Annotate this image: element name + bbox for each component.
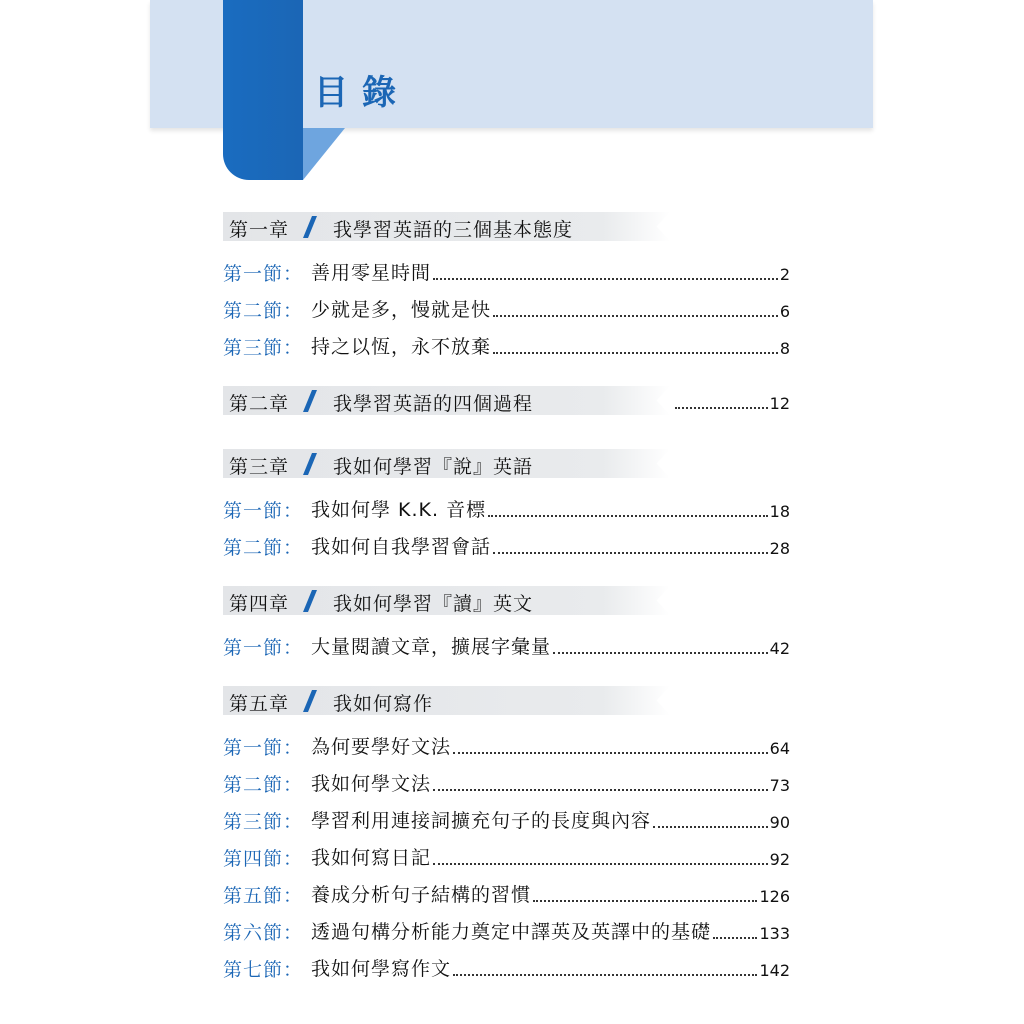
chapter-title: 我如何學習『說』英語 — [333, 456, 534, 478]
chapter-4-heading[interactable] — [223, 586, 790, 615]
chapter-label: 第三章 — [229, 456, 290, 478]
section-title: 我如何學文法 — [311, 773, 432, 795]
section-title: 大量閱讀文章，擴展字彙量 — [311, 636, 552, 658]
chapter-leader — [671, 393, 790, 413]
section-label: 第一節： — [223, 500, 304, 522]
section-title: 為何要學好文法 — [311, 736, 452, 758]
header-tab-decoration — [223, 0, 303, 180]
spacer — [223, 560, 790, 586]
dot-leader — [553, 652, 768, 654]
dot-leader — [433, 278, 778, 280]
page-number: 12 — [769, 394, 790, 413]
section-label: 第二節： — [223, 774, 304, 796]
dot-leader — [493, 552, 768, 554]
slash-icon — [303, 216, 317, 238]
toc-entry[interactable] — [223, 908, 790, 945]
section-label: 第五節： — [223, 885, 304, 907]
spacer — [223, 360, 790, 386]
section-label: 第一節： — [223, 637, 304, 659]
toc-page — [150, 0, 873, 1024]
section-label: 第二節： — [223, 537, 304, 559]
dot-leader — [433, 863, 768, 865]
section-title: 學習利用連接詞擴充句子的長度與內容 — [311, 810, 652, 832]
toc-entry[interactable] — [223, 523, 790, 560]
chapter-bar — [223, 686, 670, 715]
toc-entry[interactable] — [223, 760, 790, 797]
section-label: 第一節： — [223, 737, 304, 759]
section-label: 第三節： — [223, 811, 304, 833]
page-title: 目錄 — [314, 73, 410, 113]
spacer — [223, 660, 790, 686]
page-number: 2 — [779, 265, 790, 284]
dot-leader — [493, 315, 778, 317]
page-number: 28 — [769, 539, 790, 558]
section-title: 我如何寫日記 — [311, 847, 432, 869]
page-number: 126 — [759, 887, 790, 906]
dot-leader — [675, 393, 768, 409]
toc-entry[interactable] — [223, 286, 790, 323]
chapter-1-heading[interactable] — [223, 212, 790, 241]
page-number: 8 — [779, 339, 790, 358]
toc-entry[interactable] — [223, 323, 790, 360]
dot-leader — [653, 826, 768, 828]
chapter-2-heading[interactable] — [223, 386, 790, 415]
page-number: 6 — [779, 302, 790, 321]
chapter-label: 第二章 — [229, 393, 290, 415]
spacer — [223, 423, 790, 449]
toc-entry[interactable] — [223, 249, 790, 286]
slash-icon — [303, 390, 317, 412]
chapter-label: 第四章 — [229, 593, 290, 615]
section-label: 第七節： — [223, 959, 304, 981]
toc-entry[interactable] — [223, 834, 790, 871]
chapter-title: 我如何學習『讀』英文 — [333, 593, 534, 615]
toc-entry[interactable] — [223, 945, 790, 982]
chapter-label: 第五章 — [229, 693, 290, 715]
dot-leader — [453, 974, 757, 976]
chapter-title: 我學習英語的四個過程 — [333, 393, 534, 415]
chapter-label: 第一章 — [229, 219, 290, 241]
chapter-5-heading[interactable] — [223, 686, 790, 715]
dot-leader — [453, 752, 768, 754]
page-number: 133 — [759, 924, 790, 943]
dot-leader — [533, 900, 757, 902]
section-label: 第二節： — [223, 300, 304, 322]
page-number: 18 — [769, 502, 790, 521]
dot-leader — [433, 789, 768, 791]
toc-entry[interactable] — [223, 723, 790, 760]
section-title: 善用零星時間 — [311, 262, 432, 284]
page-number: 73 — [769, 776, 790, 795]
dot-leader — [713, 937, 757, 939]
page-number: 90 — [769, 813, 790, 832]
page-number: 142 — [759, 961, 790, 980]
slash-icon — [303, 590, 317, 612]
section-label: 第一節： — [223, 263, 304, 285]
section-title: 透過句構分析能力奠定中譯英及英譯中的基礎 — [311, 921, 712, 943]
section-title: 養成分析句子結構的習慣 — [311, 884, 532, 906]
dot-leader — [493, 352, 778, 354]
table-of-contents — [223, 212, 790, 982]
section-label: 第六節： — [223, 922, 304, 944]
chapter-title: 我如何寫作 — [333, 693, 434, 715]
toc-entry[interactable] — [223, 486, 790, 523]
section-label: 第四節： — [223, 848, 304, 870]
dot-leader — [488, 515, 768, 517]
chapter-3-heading[interactable] — [223, 449, 790, 478]
page-number: 92 — [769, 850, 790, 869]
page-number: 42 — [769, 639, 790, 658]
section-title: 我如何學寫作文 — [311, 958, 452, 980]
chapter-title: 我學習英語的三個基本態度 — [333, 219, 574, 241]
toc-entry[interactable] — [223, 871, 790, 908]
section-title: 少就是多，慢就是快 — [311, 299, 492, 321]
slash-icon — [303, 453, 317, 475]
header-tab-fold — [303, 128, 345, 180]
toc-entry[interactable] — [223, 623, 790, 660]
section-title: 我如何自我學習會話 — [311, 536, 492, 558]
section-title: 持之以恆，永不放棄 — [311, 336, 492, 358]
slash-icon — [303, 690, 317, 712]
page-number: 64 — [769, 739, 790, 758]
section-title: 我如何學 K.K. 音標 — [311, 499, 487, 521]
toc-entry[interactable] — [223, 797, 790, 834]
section-label: 第三節： — [223, 337, 304, 359]
